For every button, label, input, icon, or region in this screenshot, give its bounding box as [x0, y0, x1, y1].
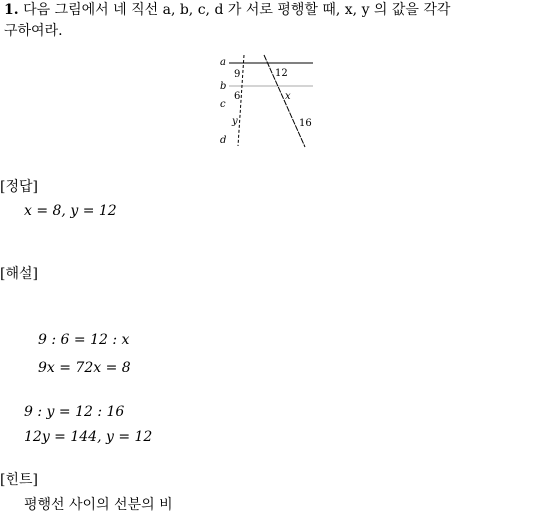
question: [4, 0, 450, 21]
label-a: a: [220, 57, 226, 68]
segment-label-6: 6: [234, 91, 241, 102]
label-b: b: [220, 81, 227, 92]
segment-label-16: 16: [299, 118, 312, 129]
hint-heading: [힌트]: [0, 472, 38, 488]
question-number: 1.: [4, 2, 19, 18]
solution-line-4: 12y = 144, y = 12: [24, 429, 153, 445]
solution-heading: [해설]: [0, 266, 38, 282]
segment-label-y: y: [232, 116, 238, 127]
solution-line-3: 9 : y = 12 : 16: [24, 404, 125, 420]
segment-label-x: x: [285, 91, 291, 102]
question-line2: 구하여라.: [4, 23, 63, 39]
hint-text: 평행선 사이의 선분의 비: [24, 497, 173, 513]
parallel-lines-figure: [212, 50, 322, 150]
label-d: d: [220, 135, 227, 146]
segment-label-12: 12: [275, 68, 288, 79]
solution-line-1: 9 : 6 = 12 : x: [38, 332, 130, 348]
answer-text: x = 8, y = 12: [24, 203, 117, 219]
solution-line-2: 9x = 72x = 8: [38, 360, 131, 376]
label-c: c: [220, 99, 226, 110]
segment-label-9: 9: [234, 69, 241, 80]
answer-heading: [정답]: [0, 179, 38, 195]
question-line1: 다음 그림에서 네 직선 a, b, c, d 가 서로 평행할 때, x, y 의 값을 각각: [23, 2, 451, 18]
